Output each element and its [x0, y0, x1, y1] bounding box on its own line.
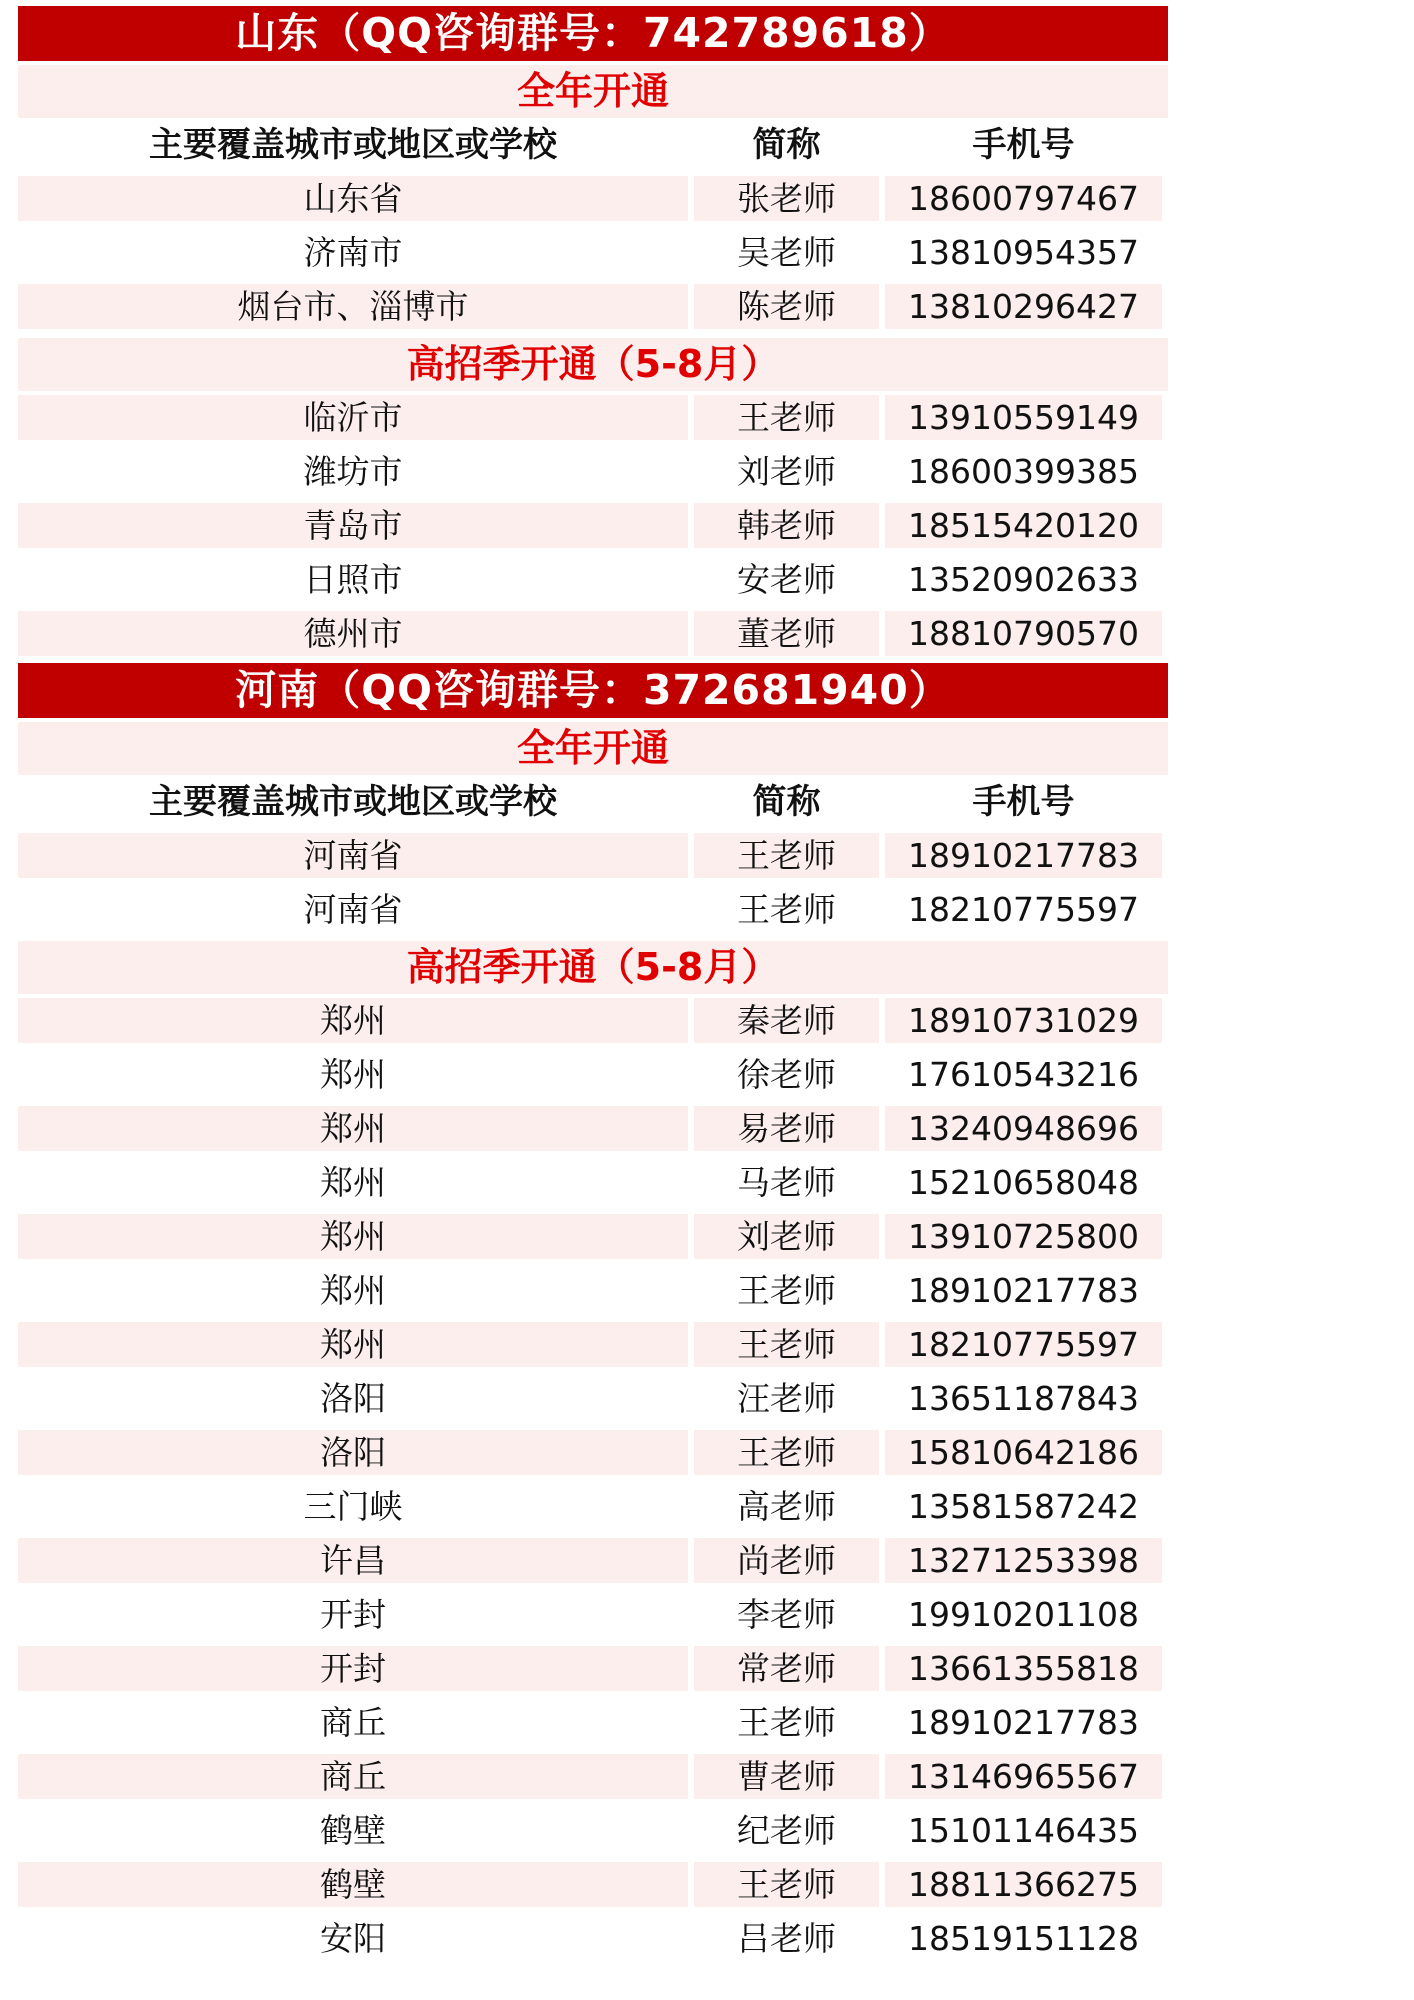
column-header-row: [18, 118, 1168, 172]
province-section: [18, 663, 1168, 1966]
teacher-cell: 刘老师: [694, 1214, 879, 1259]
teacher-cell: 王老师: [694, 1862, 879, 1907]
table-row: [18, 1750, 1168, 1804]
table-row: [18, 1318, 1168, 1372]
region-cell: 郑州: [18, 998, 688, 1043]
phone-cell[interactable]: 18910217783: [908, 1703, 1139, 1742]
phone-cell[interactable]: 18810790570: [885, 611, 1162, 656]
teacher-cell: 易老师: [694, 1106, 879, 1151]
teacher-cell: 徐老师: [737, 1055, 836, 1094]
teacher-cell: 吕老师: [737, 1919, 836, 1958]
phone-cell[interactable]: 13810954357: [908, 233, 1139, 272]
teacher-cell: 纪老师: [737, 1811, 836, 1850]
region-cell: 郑州: [18, 1106, 688, 1151]
region-cell: 烟台市、淄博市: [18, 284, 688, 329]
phone-cell[interactable]: 18910217783: [885, 833, 1162, 878]
phone-cell[interactable]: 19910201108: [908, 1595, 1139, 1634]
teacher-cell: 曹老师: [694, 1754, 879, 1799]
phone-cell[interactable]: 13146965567: [885, 1754, 1162, 1799]
region-cell: 商丘: [18, 1754, 688, 1799]
table-row: [18, 1588, 1168, 1642]
teacher-cell: 陈老师: [694, 284, 879, 329]
teacher-cell: 刘老师: [737, 452, 836, 491]
region-cell: 德州市: [18, 611, 688, 656]
phone-cell[interactable]: 18519151128: [908, 1919, 1139, 1958]
table-row: [18, 1912, 1168, 1966]
region-cell: 鹤壁: [320, 1811, 386, 1850]
phone-cell[interactable]: 15210658048: [908, 1163, 1139, 1202]
region-cell: 济南市: [303, 233, 403, 272]
phone-cell[interactable]: 15810642186: [885, 1430, 1162, 1475]
region-cell: 郑州: [18, 1214, 688, 1259]
table-row: [18, 1372, 1168, 1426]
teacher-cell: 张老师: [694, 176, 879, 221]
region-cell: 青岛市: [18, 503, 688, 548]
table-row: [18, 1426, 1168, 1480]
group-subheader: 全年开通: [18, 65, 1168, 118]
table-row: [18, 1480, 1168, 1534]
phone-cell[interactable]: 15101146435: [908, 1811, 1139, 1850]
group-subheader: 全年开通: [18, 722, 1168, 775]
teacher-cell: 韩老师: [694, 503, 879, 548]
teacher-cell: 常老师: [694, 1646, 879, 1691]
column-header-short-name: 简称: [752, 125, 821, 165]
phone-cell[interactable]: 18600399385: [908, 452, 1139, 491]
teacher-cell: 王老师: [737, 890, 836, 929]
teacher-cell: 秦老师: [694, 998, 879, 1043]
table-row: [18, 553, 1168, 607]
phone-cell[interactable]: 13520902633: [908, 560, 1139, 599]
teacher-cell: 安老师: [737, 560, 836, 599]
teacher-cell: 王老师: [737, 1703, 836, 1742]
region-cell: 开封: [18, 1646, 688, 1691]
teacher-cell: 尚老师: [694, 1538, 879, 1583]
phone-cell[interactable]: 13240948696: [885, 1106, 1162, 1151]
table-row: [18, 1210, 1168, 1264]
teacher-cell: 马老师: [737, 1163, 836, 1202]
region-cell: 郑州: [320, 1163, 386, 1202]
phone-cell[interactable]: 18210775597: [908, 890, 1139, 929]
table-row: [18, 499, 1168, 553]
table-row: [18, 226, 1168, 280]
teacher-cell: 吴老师: [737, 233, 836, 272]
column-header-phone: 手机号: [972, 125, 1075, 165]
column-header-short-name: 简称: [752, 782, 821, 822]
phone-cell[interactable]: 13271253398: [885, 1538, 1162, 1583]
group-subheader: 高招季开通（5-8月）: [18, 338, 1168, 391]
table-row: [18, 1102, 1168, 1156]
table-row: [18, 445, 1168, 499]
phone-cell[interactable]: 13910725800: [885, 1214, 1162, 1259]
table-row: [18, 607, 1168, 661]
region-cell: 鹤壁: [18, 1862, 688, 1907]
table-row: [18, 391, 1168, 445]
phone-cell[interactable]: 13581587242: [908, 1487, 1139, 1526]
column-header-phone: 手机号: [972, 782, 1075, 822]
region-cell: 山东省: [18, 176, 688, 221]
table-row: [18, 883, 1168, 937]
phone-cell[interactable]: 18210775597: [885, 1322, 1162, 1367]
table-row: [18, 1642, 1168, 1696]
column-header-region: 主要覆盖城市或地区或学校: [149, 782, 557, 822]
region-cell: 郑州: [320, 1271, 386, 1310]
region-cell: 临沂市: [18, 395, 688, 440]
region-cell: 日照市: [303, 560, 403, 599]
table-row: [18, 1534, 1168, 1588]
table-row: [18, 829, 1168, 883]
teacher-cell: 高老师: [737, 1487, 836, 1526]
region-cell: 开封: [320, 1595, 386, 1634]
teacher-cell: 李老师: [737, 1595, 836, 1634]
province-title-banner: 河南（QQ咨询群号：372681940）: [18, 663, 1168, 718]
phone-cell[interactable]: 18910217783: [908, 1271, 1139, 1310]
region-cell: 潍坊市: [303, 452, 403, 491]
contact-sheet: [18, 6, 1168, 1968]
table-row: [18, 1156, 1168, 1210]
region-cell: 郑州: [18, 1322, 688, 1367]
phone-cell[interactable]: 18811366275: [885, 1862, 1162, 1907]
table-row: [18, 1804, 1168, 1858]
teacher-cell: 王老师: [694, 395, 879, 440]
region-cell: 河南省: [303, 890, 403, 929]
teacher-cell: 汪老师: [737, 1379, 836, 1418]
teacher-cell: 王老师: [694, 1430, 879, 1475]
column-header-row: [18, 775, 1168, 829]
table-row: [18, 1264, 1168, 1318]
table-row: [18, 1696, 1168, 1750]
phone-cell[interactable]: 13910559149: [885, 395, 1162, 440]
table-row: [18, 994, 1168, 1048]
table-row: [18, 1048, 1168, 1102]
table-row: [18, 280, 1168, 334]
region-cell: 商丘: [320, 1703, 386, 1742]
region-cell: 河南省: [18, 833, 688, 878]
group-subheader: 高招季开通（5-8月）: [18, 941, 1168, 994]
region-cell: 洛阳: [320, 1379, 386, 1418]
teacher-cell: 王老师: [694, 833, 879, 878]
province-section: [18, 6, 1168, 661]
teacher-cell: 王老师: [737, 1271, 836, 1310]
region-cell: 郑州: [320, 1055, 386, 1094]
teacher-cell: 王老师: [694, 1322, 879, 1367]
column-header-region: 主要覆盖城市或地区或学校: [149, 125, 557, 165]
phone-cell[interactable]: 13661355818: [885, 1646, 1162, 1691]
phone-cell[interactable]: 17610543216: [908, 1055, 1139, 1094]
phone-cell[interactable]: 13651187843: [908, 1379, 1139, 1418]
region-cell: 三门峡: [303, 1487, 403, 1526]
phone-cell[interactable]: 18910731029: [885, 998, 1162, 1043]
region-cell: 洛阳: [18, 1430, 688, 1475]
teacher-cell: 董老师: [694, 611, 879, 656]
region-cell: 许昌: [18, 1538, 688, 1583]
phone-cell[interactable]: 18600797467: [885, 176, 1162, 221]
phone-cell[interactable]: 13810296427: [885, 284, 1162, 329]
table-row: [18, 1858, 1168, 1912]
phone-cell[interactable]: 18515420120: [885, 503, 1162, 548]
region-cell: 安阳: [320, 1919, 386, 1958]
province-title-banner: 山东（QQ咨询群号：742789618）: [18, 6, 1168, 61]
table-row: [18, 172, 1168, 226]
